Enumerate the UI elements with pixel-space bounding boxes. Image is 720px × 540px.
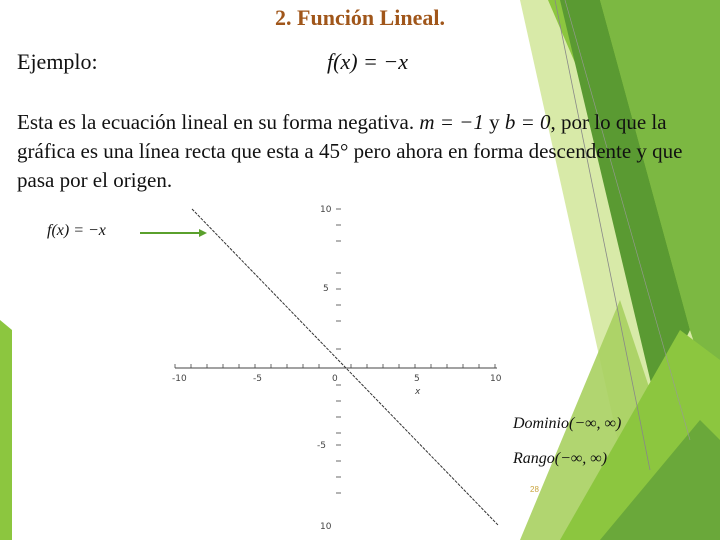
intercept-equation: b = 0 — [504, 110, 551, 134]
y-tick-label: -5 — [317, 441, 326, 451]
y-tick-label: 5 — [323, 284, 329, 294]
page-number: 28 — [530, 485, 539, 494]
y-tick-label: 10 — [320, 522, 332, 532]
paragraph-text-4: pero ahora en forma descendente y que pasa por el origen. — [17, 139, 683, 192]
paragraph-text-2: y — [483, 110, 505, 134]
x-tick-label: 5 — [414, 374, 420, 384]
domain-text: Dominio(−∞, ∞) — [513, 415, 622, 432]
x-axis-label: x — [415, 387, 421, 397]
angle-value: 45° — [319, 139, 349, 163]
function-line — [192, 209, 498, 525]
x-tick-label: 10 — [490, 374, 502, 384]
x-tick-label: -10 — [172, 374, 187, 384]
paragraph-text-3: , por lo que la gráfica es una línea recta que esta a — [17, 110, 667, 163]
slope-equation: m = −1 — [419, 110, 484, 134]
range-text: Rango(−∞, ∞) — [513, 450, 608, 467]
function-graph — [160, 195, 520, 540]
x-tick-label: 0 — [332, 374, 338, 384]
x-tick-label: -5 — [253, 374, 262, 384]
y-tick-label: 10 — [320, 205, 332, 215]
paragraph-text-1: Esta es la ecuación lineal en su forma negativa. — [17, 110, 420, 134]
example-label: Ejemplo: — [17, 49, 98, 74]
function-formula: f(x) = −x — [327, 49, 408, 74]
graph-function-label: f(x) = −x — [47, 222, 106, 239]
slide-title: 2. Función Lineal. — [275, 5, 445, 30]
